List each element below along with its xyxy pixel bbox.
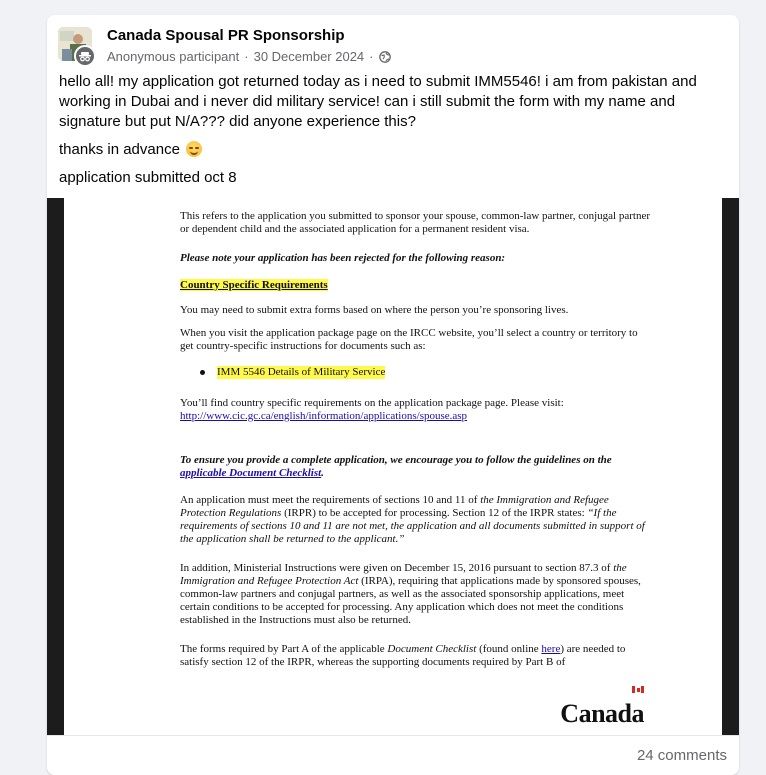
meta-separator: · [244, 49, 249, 64]
letter-text: ) are needed to satisfy section 12 of the IRPR, whereas the supporting documents required by Part B of [180, 643, 626, 668]
meta-separator: · [369, 49, 374, 64]
letter-bullet-row [200, 366, 385, 379]
letter-section-row [180, 279, 650, 292]
letter-text: The forms required by Part A of the applicable [180, 643, 385, 655]
letter-bullet-item: IMM 5546 Details of Military Service [217, 366, 386, 378]
letter-text: (IRPA), requiring that applications made by sponsored spouses, common-law partners and conjugal partners, as well as the associated sponsorship applications, meet certain conditions to be accepted for processing. Any application which does not meet the conditions established in the Instructions must also be returned. [180, 575, 641, 626]
post-paragraph: application submitted oct 8 [59, 169, 237, 186]
letter-checklist-link: applicable Document Checklist [180, 467, 322, 479]
bullet-icon [200, 370, 205, 375]
comment-count-link[interactable]: 24 comments [636, 747, 727, 764]
post-card [47, 15, 739, 775]
anonymous-avatar-icon [74, 45, 96, 67]
group-avatar-container[interactable] [58, 27, 98, 67]
canada-wordmark: Canada [560, 699, 644, 728]
letter-here-link: here [541, 643, 561, 655]
letter-para-find [180, 397, 650, 423]
group-name-link[interactable]: Canada Spousal PR Sponsorship [107, 27, 345, 44]
post-paragraph: hello all! my application got returned today as i need to submit IMM5546! i am from pakistan and working in Dubai and i never did military service! can i still submit the form with my name and signature but put N/A??? did anyone experience this? [59, 73, 697, 130]
letter-ensure: To ensure you provide a complete application, we encourage you to follow the guidelines on the applicable Document Checklist. [180, 454, 612, 479]
post-text-thanks: thanks in advance [59, 141, 180, 158]
rejection-letter-document [64, 198, 722, 735]
post-paragraph [59, 140, 729, 160]
post-image[interactable] [47, 198, 739, 735]
letter-text-italic: “If the requirements of sections 10 and 11 are not met, the application and all documents submitted in support of the application shall be returned to the applicant.” [180, 507, 645, 545]
post-meta [107, 49, 391, 64]
letter-intro: This refers to the application you submitted to sponsor your spouse, common-law partner, conjugal partner or dependent child and the associated application for a permanent resident visa. [180, 210, 651, 235]
letter-para-ministerial [180, 562, 650, 627]
letter-para-extra-forms: You may need to submit extra forms based on where the person you’re sponsoring lives. [180, 304, 569, 316]
letter-rejection-heading: Please note your application has been rejected for the following reason: [180, 252, 506, 264]
letter-para-forms [180, 643, 650, 669]
smiling-face-emoji-icon [186, 141, 202, 157]
letter-text-italic: the Immigration and Refugee Protection Act [180, 562, 627, 587]
letter-text: (found online [479, 643, 539, 655]
letter-text: (IRPR) to be accepted for processing. Section 12 of the IRPR states: [284, 507, 585, 519]
letter-para-visit: When you visit the application package page on the IRCC website, you’ll select a country or territory to get country-specific instructions for documents such as: [180, 327, 638, 352]
post-body [59, 72, 729, 196]
author-name[interactable]: Anonymous participant [107, 49, 240, 64]
post-date-link[interactable]: 30 December 2024 [253, 49, 365, 64]
post-footer [47, 735, 739, 775]
letter-ensure-text: To ensure you provide a complete application, we encourage you to follow the guidelines on the [180, 454, 612, 466]
letter-text: An application must meet the requirements of sections 10 and 11 of [180, 494, 478, 506]
globe-icon[interactable] [379, 51, 391, 63]
letter-text-italic: the Immigration and Refugee Protection Regulations [180, 494, 609, 519]
letter-para-requirements [180, 494, 650, 546]
canada-flag-icon [632, 686, 644, 693]
letter-section-heading: Country Specific Requirements [180, 279, 328, 291]
letter-url-link: http://www.cic.gc.ca/english/information/applications/spouse.asp [180, 410, 468, 422]
letter-text-italic: Document Checklist [387, 643, 477, 655]
letter-text: In addition, Ministerial Instructions were given on December 15, 2016 pursuant to section 87.3 of [180, 562, 611, 574]
letter-para-find-text: You’ll find country specific requirements on the application package page. Please visit: [180, 397, 564, 409]
